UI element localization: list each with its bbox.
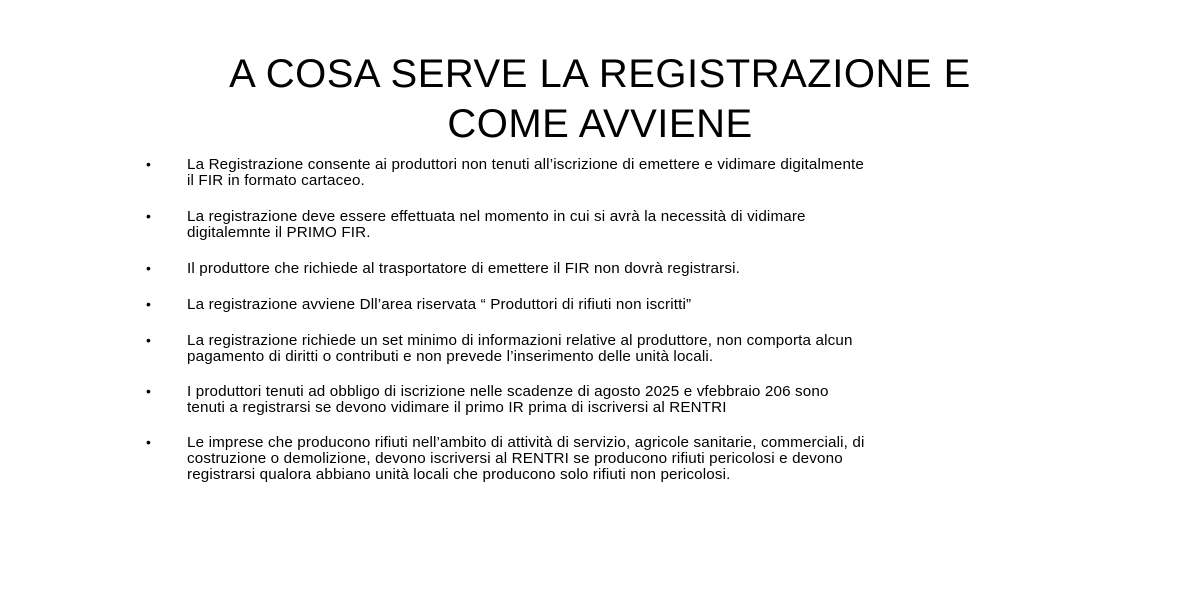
bullet-item [146, 384, 1066, 416]
slide-title [100, 49, 1100, 149]
bullet-item [146, 435, 1066, 483]
bullet-text-line: I produttori tenuti ad obbligo di iscrizione nelle scadenze di agosto 2025 e vfebbraio 206 sono [187, 383, 829, 400]
bullet-text-line: costruzione o demolizione, devono iscriversi al RENTRI se producono rifiuti pericolosi e devono [187, 450, 843, 467]
bullet-text-line: digitalemnte il PRIMO FIR. [187, 224, 371, 241]
bullet-dot-icon: • [146, 208, 152, 224]
slide-title-line-1: A COSA SERVE LA REGISTRAZIONE E [229, 52, 971, 96]
slide-title-line-2: COME AVVIENE [447, 102, 753, 146]
bullet-dot-icon: • [146, 383, 152, 399]
bullet-item [146, 297, 1066, 313]
bullet-text-line: tenuti a registrarsi se devono vidimare il primo IR prima di iscriversi al RENTRI [187, 399, 727, 416]
bullet-dot-icon: • [146, 296, 152, 312]
bullet-text-line: Il produttore che richiede al trasportatore di emettere il FIR non dovrà registrarsi. [187, 260, 740, 277]
bullet-text-line: Le imprese che producono rifiuti nell’ambito di attività di servizio, agricole sanitarie, commerciali, di [187, 434, 865, 451]
bullet-item [146, 209, 1066, 241]
bullet-text-line: La Registrazione consente ai produttori non tenuti all’iscrizione di emettere e vidimare digitalmente [187, 156, 865, 173]
bullet-dot-icon: • [146, 260, 152, 276]
bullet-dot-icon: • [146, 156, 152, 172]
bullet-dot-icon: • [146, 434, 152, 450]
bullet-text-line: La registrazione richiede un set minimo di informazioni relative al produttore, non comporta alcun [187, 332, 853, 349]
bullet-dot-icon: • [146, 332, 152, 348]
bullet-item [146, 261, 1066, 277]
bullet-item [146, 333, 1066, 365]
bullet-text-line: La registrazione avviene Dll’area riservata “ Produttori di rifiuti non iscritti” [187, 296, 692, 313]
bullet-text-line: registrarsi qualora abbiano unità locali che producono solo rifiuti non pericolosi. [187, 466, 731, 483]
bullet-text-line: La registrazione deve essere effettuata nel momento in cui si avrà la necessità di vidimare [187, 208, 806, 225]
bullet-item [146, 157, 1066, 189]
bullet-list [146, 157, 1066, 483]
bullet-text-line: il FIR in formato cartaceo. [187, 172, 365, 189]
bullet-text-line: pagamento di diritti o contributi e non prevede l’inserimento delle unità locali. [187, 348, 714, 365]
